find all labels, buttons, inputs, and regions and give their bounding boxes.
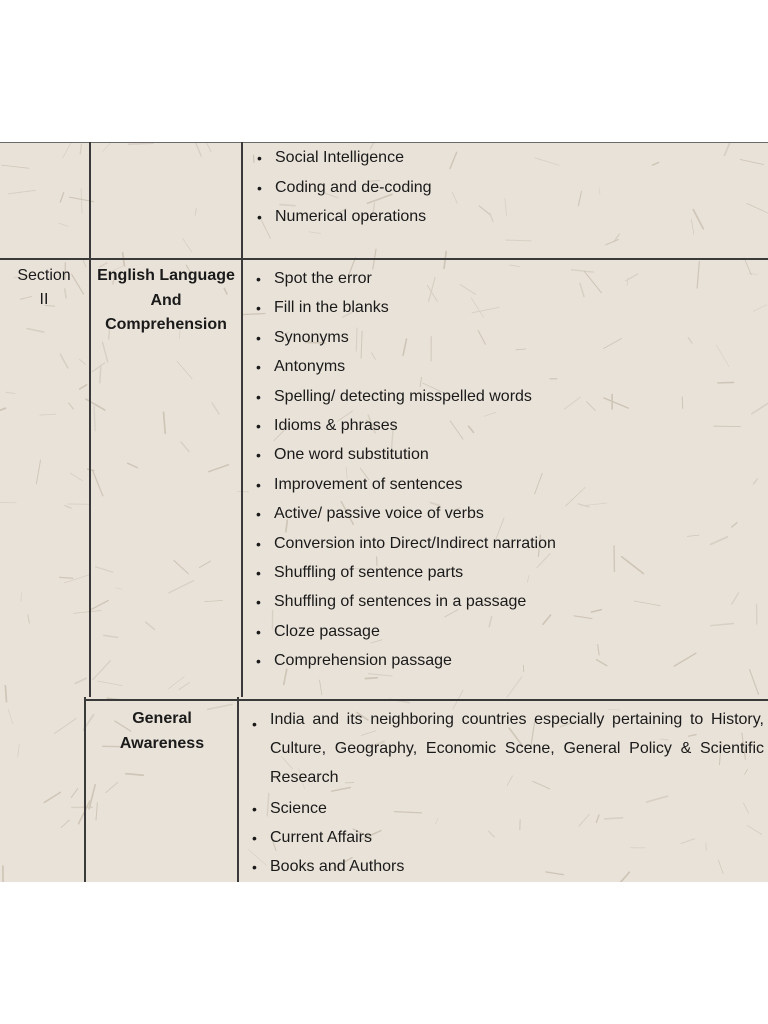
paper-fiber	[572, 270, 594, 272]
paper-fiber	[54, 718, 76, 733]
paper-fiber	[606, 240, 619, 245]
bullet-icon: •	[252, 801, 257, 817]
list-item: • Synonyms	[256, 328, 349, 346]
paper-fiber	[744, 258, 751, 275]
paper-fiber	[63, 142, 72, 158]
paper-fiber	[564, 397, 580, 409]
list-item: • Numerical operations	[257, 208, 427, 225]
bullet-icon: •	[256, 623, 261, 640]
paper-fiber	[183, 238, 192, 252]
paper-fiber	[444, 252, 446, 269]
paper-fiber	[752, 402, 768, 414]
paper-fiber	[100, 366, 101, 383]
paper-fiber	[59, 223, 68, 226]
list-item: • Books and Authors	[252, 858, 405, 876]
paper-fiber	[74, 610, 101, 613]
paper-fiber	[71, 789, 77, 798]
paper-fiber	[732, 523, 737, 527]
paper-fiber	[510, 265, 520, 267]
paper-fiber	[750, 670, 759, 695]
paper-fiber	[580, 283, 584, 296]
paper-fiber	[581, 503, 606, 506]
paper-fiber	[199, 561, 210, 568]
paper-fiber	[622, 557, 643, 574]
paper-fiber	[535, 158, 559, 165]
bullet-icon: •	[252, 716, 257, 732]
bullet-icon: •	[256, 388, 261, 405]
paper-fiber	[591, 610, 601, 612]
paper-fiber	[91, 600, 108, 609]
list-item: • Coding and de-coding	[257, 178, 432, 196]
row-divider-section-ii	[0, 258, 768, 260]
paper-fiber	[604, 398, 628, 408]
bullet-icon: •	[252, 830, 257, 847]
paper-fiber	[80, 144, 81, 154]
paper-fiber	[697, 262, 699, 288]
paper-fiber	[490, 213, 493, 221]
list-item: • Shuffling of sentence parts	[256, 563, 464, 581]
paper-fiber	[691, 220, 693, 235]
list-item: • Spelling/ detecting misspelled words	[256, 387, 532, 405]
paper-fiber	[181, 442, 189, 452]
paper-fiber	[749, 274, 758, 275]
paper-fiber	[479, 206, 491, 215]
bullet-icon: •	[256, 594, 261, 611]
paper-fiber	[60, 577, 73, 578]
paper-fiber	[212, 403, 219, 414]
paper-fiber	[128, 463, 138, 468]
bullet-icon: •	[257, 179, 262, 196]
paper-fiber	[627, 278, 628, 286]
bullet-icon: •	[256, 447, 261, 464]
list-item: • India and its neighboring countries especially pertaining to History, Culture, Geography, Economic Scene, General Policy & Scientific Research	[252, 711, 764, 786]
list-item: • Conversion into Direct/Indirect narration	[256, 534, 556, 552]
paper-fiber	[64, 574, 90, 582]
paper-fiber	[604, 338, 622, 348]
paper-fiber	[28, 615, 30, 623]
paper-fiber	[40, 414, 56, 415]
paper-fiber	[116, 588, 123, 590]
paper-fiber	[320, 680, 322, 695]
paper-fiber	[93, 471, 103, 496]
paper-fiber	[195, 208, 196, 215]
paper-fiber	[126, 774, 144, 776]
paper-fiber	[94, 407, 95, 431]
list-item: • Social Intelligence	[257, 149, 404, 166]
paper-fiber	[505, 199, 507, 216]
paper-fiber	[179, 683, 190, 690]
paper-fiber	[732, 593, 739, 604]
bullet-icon: •	[256, 417, 261, 434]
syllabus-page	[0, 142, 768, 882]
paper-fiber	[599, 188, 600, 195]
paper-fiber	[65, 506, 71, 509]
paper-fiber	[653, 162, 659, 165]
paper-fiber	[103, 342, 108, 361]
paper-fiber	[452, 192, 457, 203]
paper-fiber	[598, 645, 599, 655]
paper-fiber	[674, 653, 696, 666]
list-item: • Cloze passage	[256, 622, 380, 640]
list-item: • Fill in the blanks	[256, 299, 389, 317]
subject-general-awareness: General Awareness	[119, 710, 205, 752]
bullet-icon: •	[252, 859, 257, 876]
paper-fiber	[177, 361, 192, 379]
paper-fiber	[18, 744, 19, 757]
paper-fiber	[61, 820, 69, 827]
paper-fiber	[687, 535, 698, 536]
paper-fiber	[103, 142, 118, 151]
list-item: • Comprehension passage	[256, 652, 452, 670]
paper-fiber	[740, 159, 763, 164]
paper-fiber	[146, 622, 155, 629]
bullet-icon: •	[256, 535, 261, 552]
list-item: • Improvement of sentences	[256, 475, 463, 493]
paper-fiber	[724, 143, 729, 155]
paper-fiber	[753, 305, 766, 312]
paper-fiber	[5, 686, 6, 702]
paper-fiber	[207, 143, 211, 152]
list-item: • Idioms & phrases	[256, 416, 398, 434]
paper-fiber	[192, 142, 201, 156]
paper-fiber	[450, 152, 457, 168]
table-top-border	[0, 142, 768, 143]
general-awareness-topic-list	[250, 710, 764, 882]
paper-fiber	[70, 473, 82, 481]
paper-fiber	[128, 143, 153, 144]
paper-fiber	[89, 785, 95, 809]
paper-fiber	[0, 408, 5, 415]
paper-fiber	[44, 792, 60, 802]
bullet-icon: •	[257, 209, 262, 225]
list-item: • Active/ passive voice of verbs	[256, 505, 484, 523]
list-item: • One word substitution	[256, 446, 429, 464]
paper-fiber	[8, 709, 13, 724]
section-label: Section II	[17, 267, 71, 308]
paper-fiber	[584, 271, 601, 293]
paper-fiber	[6, 392, 15, 393]
bullet-icon: •	[256, 271, 261, 287]
paper-fiber	[27, 329, 44, 332]
bullet-icon: •	[256, 506, 261, 523]
list-item: • Science	[252, 800, 327, 817]
continued-topic-list	[255, 148, 432, 237]
bullet-icon: •	[256, 564, 261, 581]
paper-fiber	[164, 412, 166, 433]
bullet-icon: •	[256, 653, 261, 670]
paper-fiber	[96, 803, 97, 820]
subject-english: English Language And Comprehension	[97, 267, 235, 333]
bullet-icon: •	[257, 150, 262, 166]
paper-fiber	[1, 165, 28, 168]
bullet-icon: •	[256, 329, 261, 346]
paper-fiber	[98, 681, 122, 685]
english-topic-list	[254, 269, 556, 680]
paper-fiber	[753, 479, 757, 484]
paper-fiber	[79, 359, 85, 364]
paper-fiber	[586, 402, 595, 411]
paper-fiber	[693, 210, 703, 229]
paper-fiber	[174, 561, 188, 574]
paper-fiber	[75, 678, 86, 683]
paper-fiber	[80, 385, 87, 389]
bullet-icon: •	[256, 300, 261, 317]
paper-fiber	[711, 537, 728, 544]
paper-fiber	[747, 203, 768, 213]
paper-fiber	[69, 403, 74, 409]
paper-fiber	[104, 635, 118, 637]
paper-fiber	[93, 661, 111, 680]
paper-fiber	[8, 190, 35, 193]
paper-fiber	[574, 616, 592, 619]
paper-fiber	[92, 363, 105, 372]
paper-fiber	[635, 601, 661, 606]
bullet-icon: •	[256, 476, 261, 493]
paper-fiber	[96, 567, 113, 572]
list-item: • Spot the error	[256, 270, 372, 287]
paper-fiber	[716, 345, 729, 367]
list-item: • Current Affairs	[252, 829, 372, 847]
paper-fiber	[237, 491, 248, 492]
paper-fiber	[711, 623, 733, 625]
paper-fiber	[205, 600, 223, 601]
column-divider-2	[241, 142, 243, 697]
paper-fiber	[60, 193, 63, 203]
paper-fiber	[688, 338, 692, 343]
paper-fiber	[36, 460, 40, 484]
paper-fiber	[106, 782, 118, 792]
paper-fiber	[169, 581, 194, 593]
paper-fiber	[578, 191, 581, 205]
paper-fiber	[566, 487, 586, 506]
paper-fiber	[506, 240, 531, 241]
paper-fiber	[596, 660, 606, 666]
list-item: • Shuffling of sentences in a passage	[256, 593, 527, 611]
column-divider-1	[89, 142, 91, 697]
row-divider-general-awareness	[86, 699, 768, 701]
list-item: • Antonyms	[256, 358, 346, 376]
paper-fiber	[209, 465, 229, 472]
bullet-icon: •	[256, 359, 261, 376]
paper-fiber	[60, 354, 67, 368]
paper-fiber	[81, 189, 82, 213]
